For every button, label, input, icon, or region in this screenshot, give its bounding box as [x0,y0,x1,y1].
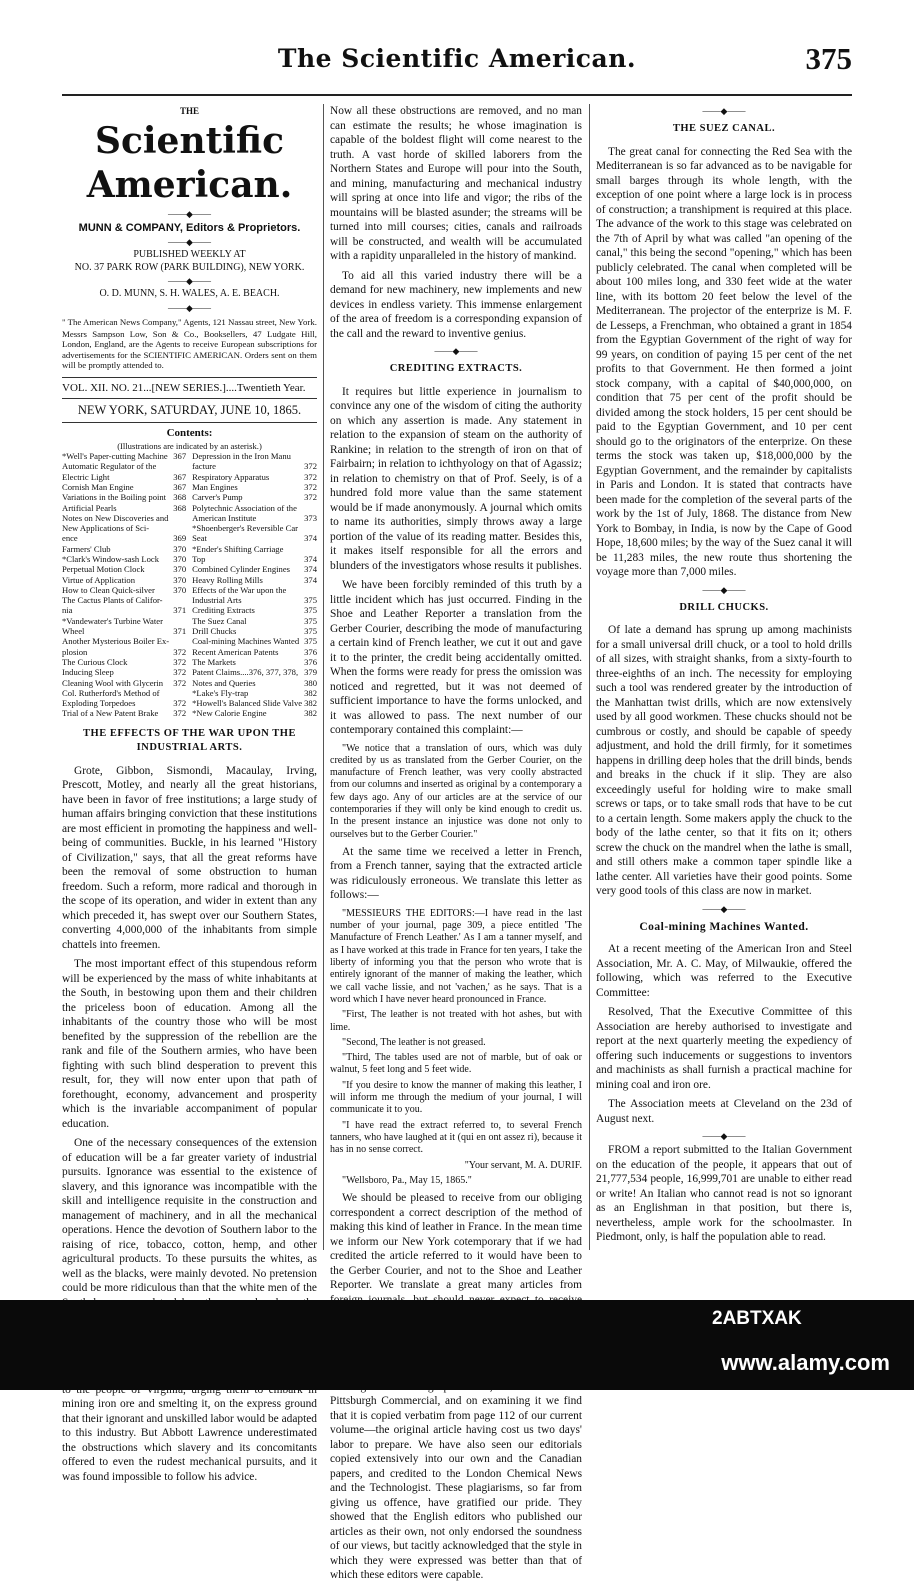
toc-entry-page: 372 [173,698,187,709]
toc-entry-page [184,636,186,646]
toc-entry-page: 374 [304,574,317,585]
contents-title: Contents: [166,426,213,439]
article-paragraph: We should be pleased to receive from our obliging correspondent a correct description of the method of making this kind of leather in France. In the mean time we inform our New York cotemporary that if we had credited the article referred to it would have been to the Gerber Courier, and not to the Shoe and Leather Reporter. We translate a great many articles from Pittsburgh Commercial, and on examining it we find that it is copied verbatim from page 112 of our current volume—the original article having cost us two days' labor to prepare. We have also seen our editorials copied extensively into our own and the Canadian papers, and credited to the London Chemical News and the Technologist. These plagiarisms, so far from giving us offence, have gratified our pride. They showed that the English editors who published our articles as their own, not only endorsed the soundness of our views, but tacitly acknowledged that the style in which they were expressed was better than that of which these editors were capable. [330,1192,582,1582]
toc-entry-title: *New Calorie Engine [192,708,267,719]
table-of-contents [62,451,317,719]
ornament-divider: ——◆—— [434,346,478,356]
toc-entry-title: Industrial Arts [192,595,242,606]
toc-entry-title: Exploding Torpedoes [62,698,136,709]
masthead-proprietors: MUNN & COMPANY, Editors & Proprietors. [78,221,301,234]
toc-entry [62,616,186,626]
toc-entry-title: Electric Light [62,471,110,482]
toc-entry-page: 372 [304,481,317,492]
ornament-divider: ——◆—— [702,1131,746,1141]
toc-entry [192,554,317,564]
toc-entry [62,575,186,585]
article-paragraph: It requires but little experience in journalism to convince any one of the wisdom of citing the authority on which any assertion is made. Any statement in relation to the expansion of steam on the authority of Rankine; in relation to the strength of iron on that of Fairbairn; in relation to ichthyology on that of Agassiz; in relation to chemistry on that of Prof. Seely, is of a hundred fold more value than the same statement would be if made anonymously. A journal which omits to name its authorities, simply throws away a large portion of the value of its reading matter. Besides this, it makes itself responsible for all the errors and blunders of the investigators whose results it publishes. [330,385,582,572]
toc-entry-page [315,523,317,533]
toc-entry [192,667,317,677]
toc-entry-title: *Well's Paper-cutting Machine [62,451,168,462]
toc-entry-page: 370 [173,543,187,554]
toc-entry-title: *Shoenberger's Reversible Car [192,523,299,534]
toc-entry-title: Cornish Man Engine [62,481,134,492]
article-title: THE EFFECTS OF THE WAR UPON THE INDUSTRIAL ARTS. [83,727,296,754]
quote-paragraph: "First, The leather is not treated with hot ashes, but with lime. [330,1009,582,1033]
toc-entry [192,513,317,523]
toc-entry-title: Drill Chucks [192,626,237,637]
quote-signature: "Your servant, M. A. DURIF. [464,1159,582,1171]
masthead-the: THE [179,106,199,116]
toc-entry-page: 370 [173,564,187,575]
toc-entry-title: *Ender's Shifting Carriage [192,543,284,554]
toc-entry-page: 371 [173,626,187,637]
toc-entry-page: 374 [304,564,317,575]
stock-watermark: www.alamy.com [721,1350,890,1375]
toc-entry-title: *Howell's Balanced Slide Valve [192,698,303,709]
toc-entry [192,564,317,574]
article-paragraph: One of the necessary consequences of the extension of education will be a far greater variety of industrial pursuits. Ignorance was essential to the existence of slavery, and this ignorance was incompatible with the skill and intelligence requisite in the construction and management of machinery, and in all the mechanical operations. Hence the devotion of Southern labor to the raising of rice, tobacco, cotton, hemp, and other agricultural products. To these pursuits the whites, as well as the blacks, were mainly devoted. No pretension could be more ridiculous than that the white men of the mining iron ore and smelting it, on the express ground that their ignorant and unskilled labor would be adapted to this industry. But Abbott Lawrence underestimated the obstructions which slavery and its concomitants offered to even the rudest mechanical pursuits, and it was found impossible to follow his advice. [62,1137,317,1483]
toc-entry-title: Patent Claims....376, 377, 378, [192,667,299,678]
article-title: Coal-mining Machines Wanted. [639,920,809,933]
stock-image-id: 2ABTXAK [712,1308,802,1329]
toc-entry-title: nia [62,605,73,616]
column-divider [589,104,590,1250]
toc-entry [62,688,186,698]
article-paragraph: The great canal for connecting the Red Sea with the Mediterranean is so far advanced as to be navigable for small barges through its whole length, with the exception of one point where a large lock is in process of construction; a transhipment is required at this place. The advance of the work to this stage was celebrated on the 7th of April by what was called "an opening of the canal," this being the second "opening," which has been publicly celebrated. The canal when completed will be about 100 miles long, and 330 feet wide at the water line, with its bottom 20 feet below the level of the Mediterranean. The projector of the enterprize is M. F. de Lesseps, a Frenchman, who obtained a grant in 1854 from the Egyptian Government of the right of way for 99 years, on condition of paying 15 per cent of the net profits to that Government. He then formed a joint stock company, with a capital of $40,000,000, on condition that 75 per cent of the profit should be divided among the stock holders, 15 per cent should be paid to the Egyptian Government, and 10 per cent should go to the originators of the enterprize. On these terms the stock was taken up, $18,000,000 by the Egyptian Government, and the remainder by capitalists in Paris and London. It is stated that contracts have been made for the completion of the several parts of the work by the 1st of July, 1868. The distance from New York to Bombay, in India, is now by the Cape of Good Hope, 18,600 miles; by the way of the Suez canal it will be 11,283 miles, the new route thus shortening the voyage more than 7,000 miles. [596,145,852,578]
toc-entry-title: plosion [62,646,88,657]
toc-entry-title: Farmers' Club [62,543,111,554]
running-head [0,41,914,84]
article-paragraph: We have been forcibly reminded of this truth by a little incident which has just occurred. Finding in the Shoe and Leather Reporter a translation from the Gerber Courier, describing the mode of manufacturing a certain kind of French leather, we cut it out and gave it to the printer, the credit being accidentally omitted. When the forms were ready for press the omission was noticed and regretted, but it was not deemed of sufficient importance to have the forms unlocked, and it was allowed to pass. The next number of our contemporary contained this complaint:— [330,579,582,736]
toc-entry-page [184,595,186,605]
toc-entry [62,482,186,492]
masthead-title: Scientific American. [86,119,293,206]
toc-entry-page: 370 [173,554,187,564]
toc-entry [192,616,317,626]
toc-entry [192,503,317,513]
toc-entry-page: 368 [173,502,187,513]
toc-entry [192,636,317,646]
toc-entry-page: 382 [304,708,317,719]
article-paragraph: At a recent meeting of the American Iron and Steel Association, Mr. A. C. May, of Milwaukie, offered the following, which was referred to the Executive Committee: [596,943,852,999]
toc-entry [192,605,317,615]
toc-entry [192,708,317,718]
toc-entry-page [315,585,317,595]
toc-entry-title: *Vandewater's Turbine Water [62,615,163,626]
toc-entry-title: Automatic Regulator of the [62,461,157,472]
date-line: NEW YORK, SATURDAY, JUNE 10, 1865. [77,403,302,418]
toc-entry-page: 367 [173,451,187,462]
head-rule [62,94,852,96]
toc-entry-title: *Lake's Fly-trap [192,687,249,698]
toc-entry-title: Virtue of Application [62,574,135,585]
toc-entry [192,523,317,533]
toc-entry [62,626,186,636]
ornament-divider: ——◆—— [168,237,211,247]
agents-notice-london: Messrs Sampson Low, Son & Co., Booksellers, 47 Ludgate Hill, London, England, are the Agents to receive European subscriptions for advertisements for the SCIENTIFIC AMERICAN. Orders sent on them will be promptly attended to. [62,328,317,371]
toc-entry [62,503,186,513]
toc-entry-title: ence [62,533,78,544]
ornament-divider: ——◆—— [702,903,746,914]
toc-entry-page: 372 [173,646,187,657]
toc-entry-page [184,461,186,471]
toc-entry [62,472,186,482]
toc-entry-title: Top [192,554,206,564]
toc-entry-title: Wheel [62,626,85,637]
quotation [330,743,582,841]
agents-notice: " The American News Company," Agents, 121 Nassau street, New York. [62,316,317,327]
ornament-divider: ——◆—— [168,276,211,286]
toc-entry [192,647,317,657]
address-line: NO. 37 PARK ROW (PARK BUILDING), NEW YORK. [74,261,305,273]
toc-entry [192,482,317,492]
toc-entry [62,678,186,688]
toc-entry-title: The Cactus Plants of Califor- [62,595,163,606]
toc-entry-page: 379 [304,667,317,678]
toc-entry-page: 375 [304,626,317,637]
toc-entry-page: 373 [304,512,317,523]
toc-entry-title: Depression in the Iron Manu [192,451,291,462]
toc-entry [62,605,186,615]
column-3 [596,104,852,1250]
running-title: The Scientific American. [277,44,637,73]
column-1 [62,104,317,1483]
toc-entry-page: 370 [173,584,187,595]
toc-entry-title: The Markets [192,656,236,667]
toc-entry [62,513,186,523]
toc-entry-title: *Clark's Window-sash Lock [62,554,159,564]
toc-entry [62,564,186,574]
toc-entry [62,461,186,471]
page-number: 375 [805,41,852,76]
toc-entry [192,657,317,667]
toc-entry-title: facture [192,461,216,472]
toc-entry-page: 367 [173,471,187,482]
article-paragraph: Now all these obstructions are removed, and no man can estimate the results; he whose imagination is capable of the boldest flight will come nearest to the truth. A vast horde of skilled laborers from the Northern States and Europe will pour into the South, and mining, manufacturing and mechanical industry will spring at once into life and vigor; the ribs of the mountains will be blasted asunder; the streams will be turned into mill courses; cities, canals and railroads will be constructed, and wealth will be accumulated with a rapidity unparalleled in the history of mankind. [330,105,582,262]
article-paragraph: FROM a report submitted to the Italian Government on the education of the people, it appears that out of 21,777,534 people, 16,999,701 are unable to either read or write! An Italian who cannot read is not so ignorant as an Englishman in that position, but there is, nevertheless, ample work for the schoolmaster. In Piedmont, only, is half the population able to read. [596,1144,852,1243]
toc-entry [192,585,317,595]
published-line: PUBLISHED WEEKLY AT [133,249,246,260]
toc-entry [62,657,186,667]
toc-entry [62,554,186,564]
article-paragraph: Resolved, That the Executive Committee of this Association are hereby authorised to investigate and report at the next quarterly meeting the expediency of offering such inducements or suggestions to inventors and machinists as shall furnish a practical machine for mining coal and iron ore. [596,1006,852,1091]
toc-entry-title: Carver's Pump [192,492,243,503]
toc-entry-page [184,523,186,533]
toc-entry-page: 382 [304,698,317,709]
toc-entry-title: Recent American Patents [192,646,279,657]
toc-entry-title: American Institute [192,512,257,523]
toc-entry-title: Another Mysterious Boiler Ex- [62,636,170,647]
article-paragraph: The most important effect of this stupendous reform will be experienced by the mass of white inhabitants at the South, in bestowing upon them and their children the priceless boon of education. Among all the inhabitants of the country those who will be most benefited by the suppression of the rebellion are the rank and file of the Southern armies, who have been fighting with such blind desperation to prevent this result, for, they will now enter upon that path of forethought, economy, advancement and prosperity which is the invariable accompaniment of popular education. [62,958,317,1130]
toc-entry [62,533,186,543]
toc-entry-page: 372 [304,492,317,503]
quote-paragraph: "Third, The tables used are not of marble, but of oak or walnut, 5 feet long and 5 feet wide. [330,1052,582,1076]
toc-entry-page: 370 [173,574,187,585]
toc-entry-title: Polytechnic Association of the [192,502,297,513]
toc-entry [192,544,317,554]
toc-entry-title: Notes on New Discoveries and [62,512,169,523]
article-title: DRILL CHUCKS. [679,601,769,613]
toc-entry-page: 369 [173,533,187,544]
toc-entry-page: 375 [304,595,317,606]
article-paragraph: The Association meets at Cleveland on the 23d of August next. [596,1098,852,1125]
toc-entry [62,523,186,533]
quote-dateline: "Wellsboro, Pa., May 15, 1865." [342,1174,472,1186]
toc-entry [192,472,317,482]
toc-entry-page: 375 [304,615,317,626]
toc-entry-title: Seat [192,533,207,544]
toc-entry [192,698,317,708]
column-divider [323,104,324,1250]
toc-entry [192,533,317,543]
toc-entry [192,451,317,461]
toc-entry-title: How to Clean Quick-silver [62,584,155,595]
toc-entry-title: The Suez Canal [192,615,247,626]
quote-paragraph: "I have read the extract referred to, to several French tanners, who have laughed at it (qui en ont assez ri), because it has in no sense correct. [330,1119,582,1156]
toc-entry [62,636,186,646]
toc-entry-page: 375 [304,605,317,616]
toc-entry-page: 380 [304,677,317,688]
toc-entry-title: Perpetual Motion Clock [62,564,145,575]
article-title: THE SUEZ CANAL. [672,123,776,134]
quote-paragraph: "MESSIEURS THE EDITORS:—I have read in the last number of your journal, page 309, a piece entitled 'The Manufacture of French Leather.' As I am a tanner myself, and as I have worked at this trade in France for ten years, I take the liberty of informing you that the person who wrote that is entirely ignorant of the manner of making the leather, which we call vache lissie, and not 'vachen,' as he says. That is a word which I have never heard pronounced in France. [330,907,582,1005]
toc-entry [192,492,317,502]
toc-entry-title: Man Engines [192,481,238,492]
toc-entry-page [184,688,186,698]
rule [62,422,317,423]
toc-entry-page [184,513,186,523]
toc-entry [192,678,317,688]
quote-paragraph: "Second, The leather is not greased. [342,1036,486,1048]
toc-entry-page [184,616,186,626]
toc-entry-page: 372 [173,708,187,719]
toc-entry-title: Col. Rutherford's Method of [62,687,160,698]
editors-line: O. D. MUNN, S. H. WALES, A. E. BEACH. [99,288,280,299]
article-paragraph: Grote, Gibbon, Sismondi, Macaulay, Irving, Prescott, Motley, and nearly all the great historians, have been in favor of free institutions; a large study of human affairs bringing conviction that these institutions are most efficient in promoting the happiness and well-being of communities. Buckle, in his learned "History of Civilization," says, that all the great reforms have been the removal of some obstruction to human freedom. Such a reform, more radical and thorough in the scope of its operation, and wider in extent than any which preceded it, has swept over our Southern States, converting 4,000,000 of the inhabitants from simple chattels into freemen. [62,764,317,951]
toc-entry-page: 367 [173,481,187,492]
toc-entry-title: Heavy Rolling Mills [192,574,263,585]
toc-entry-page: 376 [304,656,317,667]
article-paragraph: Of late a demand has sprung up among machinists for a small universal drill chuck, or a tool to hold drills of all sizes, with straight shanks, from a sixty-fourth to three-eighths of an inch. The necessity for employing such a tool was rendered greater by the introduction of the Manhattan twist drills, which are now extensively used by all good workmen. These chucks should not be cumbrous or costly, and should be capable of speedy adjustment, and hold the drill firmly, for it sometimes happens in drilling deep holes that the drill binds, bends and breaks in the chuck if it slip. They are also exceedingly useful for holding wire to make small screws or taps, or to take small rods that have to be cut to a certain length. Some makers apply the chuck to the body of the lathe center, so that it fits on it; others screw the chuck on the mandrel when the lathe is small, and still others make a common taper spindle like a lathe center. All varieties have their good points. Some very good tools of this class are now in market. [596,624,852,897]
toc-entry-title: Variations in the Boiling point [62,492,167,503]
toc-entry-page: 372 [173,677,187,688]
quote-paragraph: "We notice that a translation of ours, which was duly credited by us as translated from the Gerber Courier, on the manufacture of French leather, was very coolly abstracted from our columns and inserted as original by a contemporary a few days ago. Any of our articles are at the service of our contemporaries if they will only be kind enough to credit us. In the present instance an injustice was done not only to ourselves but to the Gerber Courier." [330,742,582,840]
toc-entry [192,461,317,471]
toc-entry [62,708,186,718]
toc-entry [192,575,317,585]
toc-entry-title: Coal-mining Machines Wanted [192,636,300,647]
toc-entry-page: 372 [304,461,317,472]
toc-entry-page [315,503,317,513]
toc-entry-page: 382 [304,687,317,698]
toc-entry-title: The Curious Clock [62,656,128,667]
ornament-divider: ——◆—— [702,584,746,595]
toc-entry-title: Respiratory Apparatus [192,471,270,482]
toc-entry [62,667,186,677]
toc-entry-title: Crediting Extracts [192,605,255,616]
toc-entry [62,595,186,605]
toc-entry-title: Combined Cylinder Engines [192,564,290,575]
toc-entry-title: New Applications of Sci- [62,523,150,534]
ornament-divider: ——◆—— [168,208,211,219]
toc-entry-page [315,544,317,554]
toc-entry [62,451,186,461]
toc-entry-title: Artificial Pearls [62,502,117,513]
toc-entry-title: Trial of a New Patent Brake [62,708,159,719]
toc-entry-page: 372 [304,471,317,482]
toc-left-column [62,451,186,719]
toc-entry-page: 376 [304,646,317,657]
toc-entry-title: Cleaning Wool with Glycerin [62,677,164,688]
toc-entry [62,544,186,554]
quotation [330,908,582,1187]
ornament-divider: ——◆—— [168,302,211,313]
column-2 [330,104,582,1582]
toc-entry [62,585,186,595]
toc-entry [192,688,317,698]
volume-line: VOL. XII. NO. 21...[NEW SERIES.]....Twentieth Year. [62,377,317,400]
toc-entry-page [315,451,317,461]
toc-entry [192,626,317,636]
article-paragraph: To aid all this varied industry there will be a demand for new machinery, new implements and new devices in endless variety. This immense enlargement of the area of freedom is a corresponding expansion of the call and the reward to inventive genius. [330,269,582,340]
ornament-divider: ——◆—— [702,106,746,116]
toc-entry-page: 375 [304,636,317,647]
toc-entry-page: 374 [304,554,317,564]
toc-entry-page: 372 [173,656,187,667]
toc-right-column [192,451,317,719]
quote-paragraph: "If you desire to know the manner of making this leather, I will inform me through the medium of your journal, I will communicate it to you. [330,1079,582,1116]
toc-entry-page: 368 [173,492,187,503]
toc-entry-title: Inducing Sleep [62,667,114,678]
article-title: CREDITING EXTRACTS. [389,363,523,374]
toc-entry [62,698,186,708]
toc-entry [62,492,186,502]
contents-note: (Illustrations are indicated by an asterisk.) [117,441,262,452]
toc-entry-title: Notes and Queries [192,677,256,688]
article-paragraph: At the same time we received a letter in French, from a French tanner, saying that the extracted article was ridiculously erroneous. We translate this letter as follows:— [330,845,582,902]
toc-entry [62,647,186,657]
toc-entry-page: 374 [304,533,317,544]
toc-entry [192,595,317,605]
toc-entry-title: Effects of the War upon the [192,584,287,595]
toc-entry-page: 371 [173,605,187,616]
toc-entry-page: 372 [173,667,187,678]
